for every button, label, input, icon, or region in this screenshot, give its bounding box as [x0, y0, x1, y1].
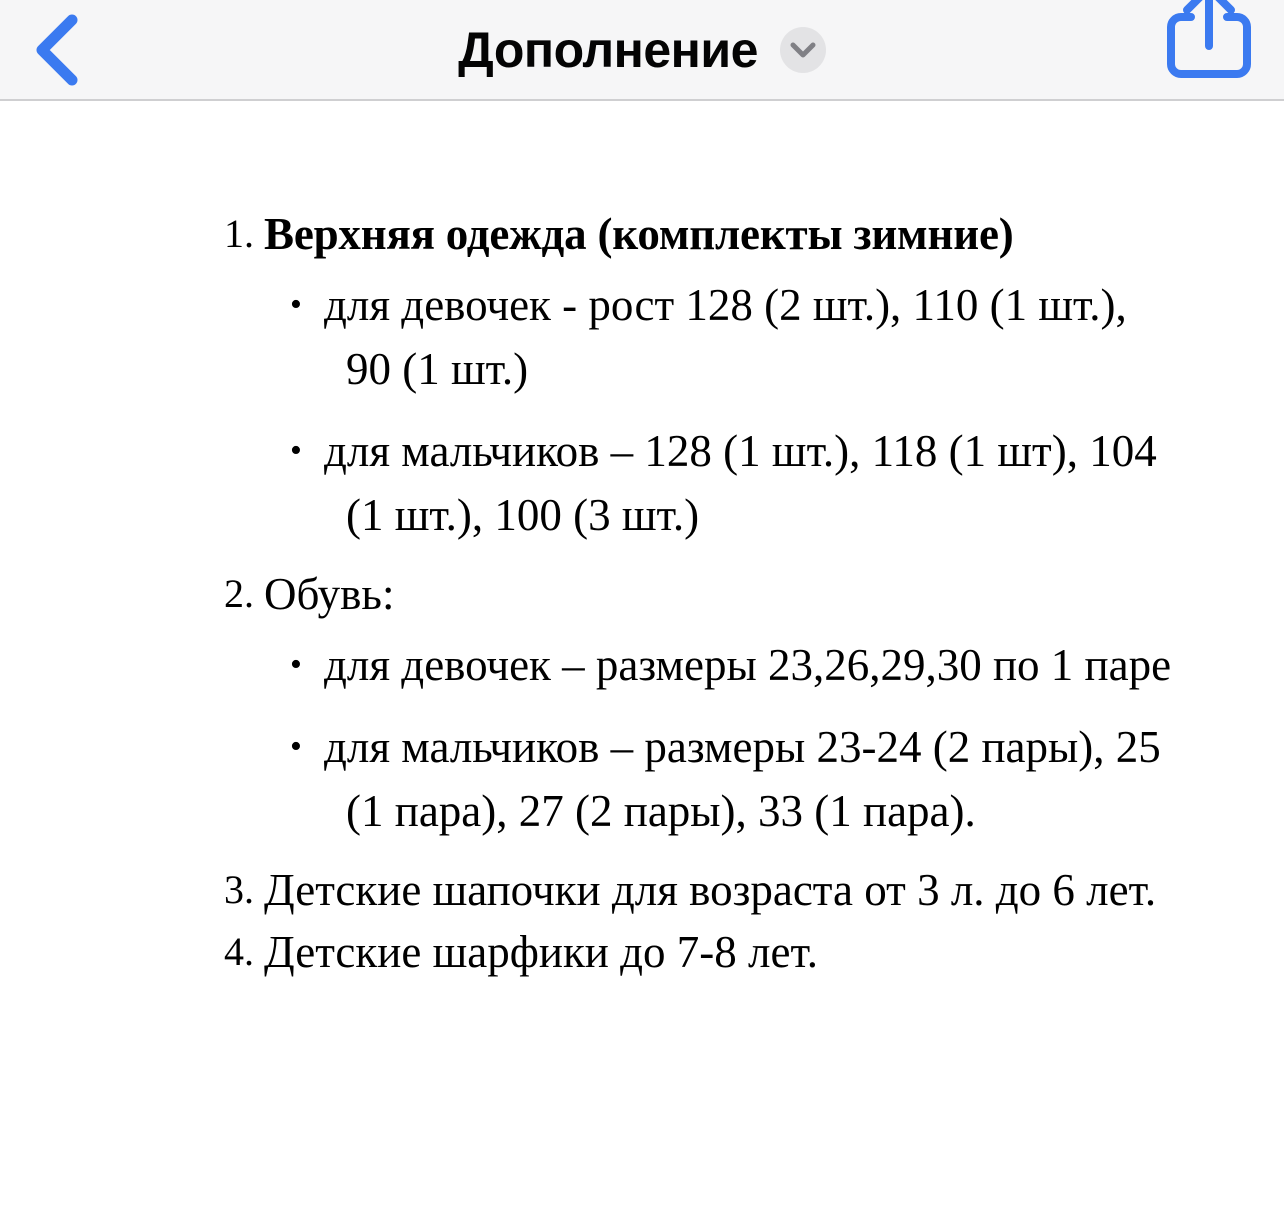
chevron-down-icon — [789, 41, 817, 59]
numbered-list-item — [224, 565, 1180, 623]
bullet-item-text: для девочек - рост 128 (2 шт.), 110 (1 шт.), 90 (1 шт.) — [324, 280, 1127, 394]
bullet-list — [224, 273, 1180, 547]
navigation-title-group — [0, 0, 1284, 99]
back-button[interactable] — [8, 0, 104, 99]
chevron-left-icon — [28, 12, 84, 88]
list-item-marker: 3. — [224, 867, 254, 912]
list-item-text: Верхняя одежда (комплекты зимние) — [264, 209, 1014, 259]
numbered-list-item — [224, 861, 1180, 919]
navigation-bar — [0, 0, 1284, 101]
bullet-item-text: для мальчиков – 128 (1 шт.), 118 (1 шт), 104 (1 шт.), 100 (3 шт.) — [324, 426, 1157, 540]
list-item-text: Обувь: — [264, 569, 395, 619]
numbered-list-item — [224, 205, 1180, 263]
bullet-list-item: • для мальчиков – размеры 23-24 (2 пары), 25 (1 пара), 27 (2 пары), 33 (1 пара). — [290, 722, 1161, 836]
bullet-item-text: для мальчиков – размеры 23-24 (2 пары), 25 (1 пара), 27 (2 пары), 33 (1 пара). — [324, 722, 1161, 836]
list-item-marker: 1. — [224, 211, 254, 256]
bullet-list-item: • для мальчиков – 128 (1 шт.), 118 (1 шт), 104 (1 шт.), 100 (3 шт.) — [290, 426, 1157, 540]
page-title: Дополнение — [458, 21, 758, 78]
numbered-list — [224, 205, 1180, 981]
list-item-text: Детские шарфики до 7-8 лет. — [264, 927, 818, 977]
list-item-marker: 2. — [224, 571, 254, 616]
list-item-marker: 4. — [224, 929, 254, 974]
bullet-item-text: для девочек – размеры 23,26,29,30 по 1 паре — [324, 640, 1172, 690]
share-button[interactable] — [1154, 0, 1264, 94]
document-content — [0, 101, 1284, 1220]
share-icon — [1159, 0, 1259, 94]
bullet-list — [224, 633, 1180, 843]
bullet-list-item: • для девочек – размеры 23,26,29,30 по 1 паре — [290, 640, 1172, 690]
title-expand-button[interactable] — [780, 27, 826, 73]
list-item-text: Детские шапочки для возраста от 3 л. до 6 лет. — [264, 865, 1157, 915]
numbered-list-item — [224, 923, 1180, 981]
bullet-list-item: • для девочек - рост 128 (2 шт.), 110 (1 шт.), 90 (1 шт.) — [290, 280, 1127, 394]
